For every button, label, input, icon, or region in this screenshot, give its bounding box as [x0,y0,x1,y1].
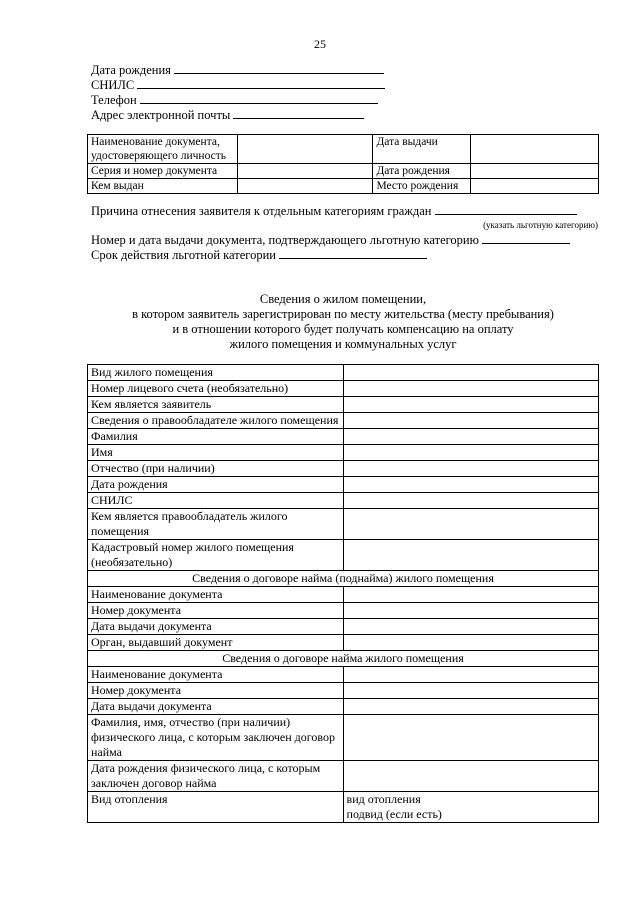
sublease-doc-number-value[interactable] [343,603,598,619]
sublease-doc-name-label: Наименование документа [88,587,344,603]
id-doc-name-label: Наименование документа, удостоверяющего личность [88,135,238,164]
email-field[interactable] [233,107,364,119]
category-reason-field[interactable] [435,203,577,215]
applicant-role-value[interactable] [343,397,598,413]
tenant-birth-date-label: Дата рождения физического лица, с которым заключен договор найма [88,761,344,792]
owner-birth-date-value[interactable] [343,477,598,493]
category-reason-line [91,203,577,218]
category-doc-field[interactable] [482,232,570,244]
category-reason-label: Причина отнесения заявителя к отдельным категориям граждан [91,204,432,218]
email-label: Адрес электронной почты [91,108,231,122]
table-row [88,571,599,587]
birth-date-line [91,62,384,77]
owner-snils-label: СНИЛС [88,493,344,509]
sublease-doc-number-label: Номер документа [88,603,344,619]
table-row [88,445,599,461]
surname-value[interactable] [343,429,598,445]
snils-label: СНИЛС [91,78,135,92]
owner-birth-date-label: Дата рождения [88,477,344,493]
patronymic-label: Отчество (при наличии) [88,461,344,477]
table-row [88,619,599,635]
heating-type-label: Вид отопления [88,792,344,823]
table-row [88,603,599,619]
table-row [88,477,599,493]
table-row [88,699,599,715]
category-validity-line [91,247,427,262]
sublease-doc-issuer-label: Орган, выдавший документ [88,635,344,651]
table-row [88,429,599,445]
category-doc-line [91,232,570,247]
table-row [88,461,599,477]
lease-doc-name-value[interactable] [343,667,598,683]
table-row [88,715,599,761]
table-row [88,164,599,179]
lease-section-header: Сведения о договоре найма жилого помещения [88,651,599,667]
table-row [88,135,599,164]
account-number-label: Номер лицевого счета (необязательно) [88,381,344,397]
name-value[interactable] [343,445,598,461]
sublease-doc-date-value[interactable] [343,619,598,635]
table-row [88,540,599,571]
cadastral-number-label: Кадастровый номер жилого помещения (необязательно) [88,540,344,571]
table-row [88,179,599,194]
id-birth-date-label: Дата рождения [373,164,471,179]
category-validity-label: Срок действия льготной категории [91,248,276,262]
birth-date-field[interactable] [174,62,384,74]
phone-label: Телефон [91,93,137,107]
id-issued-by-value[interactable] [237,179,373,194]
owner-snils-value[interactable] [343,493,598,509]
table-row [88,792,599,823]
owner-role-label: Кем является правообладатель жилого помещения [88,509,344,540]
account-number-value[interactable] [343,381,598,397]
id-birth-date-value[interactable] [471,164,599,179]
lease-doc-name-label: Наименование документа [88,667,344,683]
housing-title-line-1: Сведения о жилом помещении, [259,292,427,306]
id-issue-date-label: Дата выдачи [373,135,471,164]
id-series-label: Серия и номер документа [88,164,238,179]
sublease-doc-name-value[interactable] [343,587,598,603]
category-reason-hint: (указать льготную категорию) [483,220,598,230]
table-row [88,683,599,699]
snils-field[interactable] [137,77,385,89]
housing-type-value[interactable] [343,365,598,381]
table-row [88,381,599,397]
owner-role-value[interactable] [343,509,598,540]
table-row [88,509,599,540]
id-birth-place-label: Место рождения [373,179,471,194]
id-issued-by-label: Кем выдан [88,179,238,194]
sublease-doc-date-label: Дата выдачи документа [88,619,344,635]
page-number: 25 [314,37,326,51]
table-row [88,413,599,429]
table-row [88,587,599,603]
housing-title-line-2: в котором заявитель зарегистрирован по месту жительства (месту пребывания) [132,307,554,321]
id-birth-place-value[interactable] [471,179,599,194]
table-row [88,651,599,667]
id-document-table [87,134,599,194]
sublease-doc-issuer-value[interactable] [343,635,598,651]
lease-doc-date-value[interactable] [343,699,598,715]
housing-title-line-4: жилого помещения и коммунальных услуг [229,337,457,351]
heating-type-text: вид отопления [346,792,421,806]
sublease-section-header: Сведения о договоре найма (поднайма) жилого помещения [88,571,599,587]
table-row [88,667,599,683]
tenant-fullname-value[interactable] [343,715,598,761]
tenant-fullname-label: Фамилия, имя, отчество (при наличии) физического лица, с которым заключен договор найма [88,715,344,761]
lease-doc-number-label: Номер документа [88,683,344,699]
table-row [88,493,599,509]
owner-info-label: Сведения о правообладателе жилого помещения [88,413,344,429]
cadastral-number-value[interactable] [343,540,598,571]
owner-info-value[interactable] [343,413,598,429]
table-row [88,365,599,381]
heating-type-value[interactable] [343,792,598,823]
table-row [88,397,599,413]
phone-line [91,92,378,107]
patronymic-value[interactable] [343,461,598,477]
applicant-role-label: Кем является заявитель [88,397,344,413]
lease-doc-number-value[interactable] [343,683,598,699]
id-series-value[interactable] [237,164,373,179]
id-doc-name-value[interactable] [237,135,373,164]
surname-label: Фамилия [88,429,344,445]
category-doc-label: Номер и дата выдачи документа, подтверждающего льготную категорию [91,233,479,247]
tenant-birth-date-value[interactable] [343,761,598,792]
phone-field[interactable] [140,92,378,104]
id-issue-date-value[interactable] [471,135,599,164]
housing-title-line-3: и в отношении которого будет получать компенсацию на оплату [172,322,514,336]
name-label: Имя [88,445,344,461]
birth-date-label: Дата рождения [91,63,171,77]
housing-table [87,364,599,823]
table-row [88,635,599,651]
lease-doc-date-label: Дата выдачи документа [88,699,344,715]
email-line [91,107,364,122]
housing-type-label: Вид жилого помещения [88,365,344,381]
heating-subtype-text: подвид (если есть) [346,807,442,821]
snils-line [91,77,385,92]
table-row [88,761,599,792]
category-validity-field[interactable] [279,247,427,259]
